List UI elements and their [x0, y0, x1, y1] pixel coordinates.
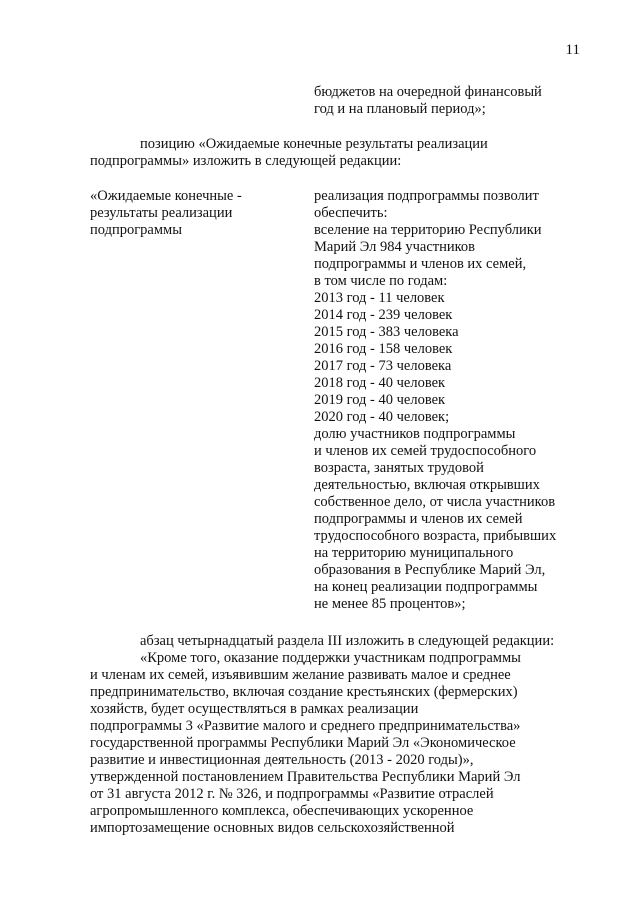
section-body-line: от 31 августа 2012 г. № 326, и подпрограммы «Развитие отраслей — [90, 786, 494, 802]
table-value-line: вселение на территорию Республики — [314, 222, 542, 238]
section-body-line: «Кроме того, оказание поддержки участникам подпрограммы — [140, 650, 521, 666]
table-value-line: не менее 85 процентов»; — [314, 596, 466, 612]
intro-line-1: позицию «Ожидаемые конечные результаты реализации — [140, 136, 488, 152]
section-body-line: развитие и инвестиционная деятельность (2013 - 2020 годы)», — [90, 752, 474, 768]
year-line: 2017 год - 73 человека — [314, 358, 452, 374]
table-label-line-3: подпрограммы — [90, 222, 182, 238]
section-body-line: утвержденной постановлением Правительства Республики Марий Эл — [90, 769, 521, 785]
table-value-line: трудоспособного возраста, прибывших — [314, 528, 557, 544]
prev-text-line-2: год и на плановый период»; — [314, 101, 486, 117]
section-heading-line: абзац четырнадцатый раздела III изложить в следующей редакции: — [140, 633, 555, 649]
table-value-line: Марий Эл 984 участников — [314, 239, 476, 255]
table-value-line: образования в Республике Марий Эл, — [314, 562, 546, 578]
table-label-line-2: результаты реализации — [90, 205, 233, 221]
year-line: 2014 год - 239 человек — [314, 307, 453, 323]
table-value-line: долю участников подпрограммы — [314, 426, 516, 442]
section-body-line: агропромышленного комплекса, обеспечивающих ускоренное — [90, 803, 474, 819]
year-line: 2013 год - 11 человек — [314, 290, 445, 306]
table-value-line: обеспечить: — [314, 205, 388, 221]
table-value-line: подпрограммы и членов их семей — [314, 511, 523, 527]
year-line: 2016 год - 158 человек — [314, 341, 453, 357]
year-line: 2019 год - 40 человек — [314, 392, 446, 408]
prev-text-line-1: бюджетов на очередной финансовый — [314, 84, 542, 100]
year-line: 2015 год - 383 человека — [314, 324, 459, 340]
section-body-line: хозяйств, будет осуществляться в рамках реализации — [90, 701, 419, 717]
page-number: 11 — [565, 42, 580, 58]
section-body-line: государственной программы Республики Марий Эл «Экономическое — [90, 735, 516, 751]
table-value-line: возраста, занятых трудовой — [314, 460, 484, 476]
table-value-line: собственное дело, от числа участников — [314, 494, 556, 510]
table-value-line: на конец реализации подпрограммы — [314, 579, 538, 595]
table-label-line-1: «Ожидаемые конечные - — [90, 188, 242, 204]
section-body-line: импортозамещение основных видов сельскохозяйственной — [90, 820, 455, 836]
table-value-line: и членов их семей трудоспособного — [314, 443, 537, 459]
year-line: 2018 год - 40 человек — [314, 375, 446, 391]
table-value-line: в том числе по годам: — [314, 273, 448, 289]
table-value-line: на территорию муниципального — [314, 545, 514, 561]
section-body-line: и членам их семей, изъявившим желание развивать малое и среднее — [90, 667, 511, 683]
section-body-line: предпринимательство, включая создание крестьянских (фермерских) — [90, 684, 518, 700]
section-body-line: подпрограммы 3 «Развитие малого и среднего предпринимательства» — [90, 718, 521, 734]
table-value-line: деятельностью, включая открывших — [314, 477, 540, 493]
table-value-line: подпрограммы и членов их семей, — [314, 256, 527, 272]
year-line: 2020 год - 40 человек; — [314, 409, 450, 425]
table-value-line: реализация подпрограммы позволит — [314, 188, 539, 204]
intro-line-2: подпрограммы» изложить в следующей редакции: — [90, 153, 402, 169]
